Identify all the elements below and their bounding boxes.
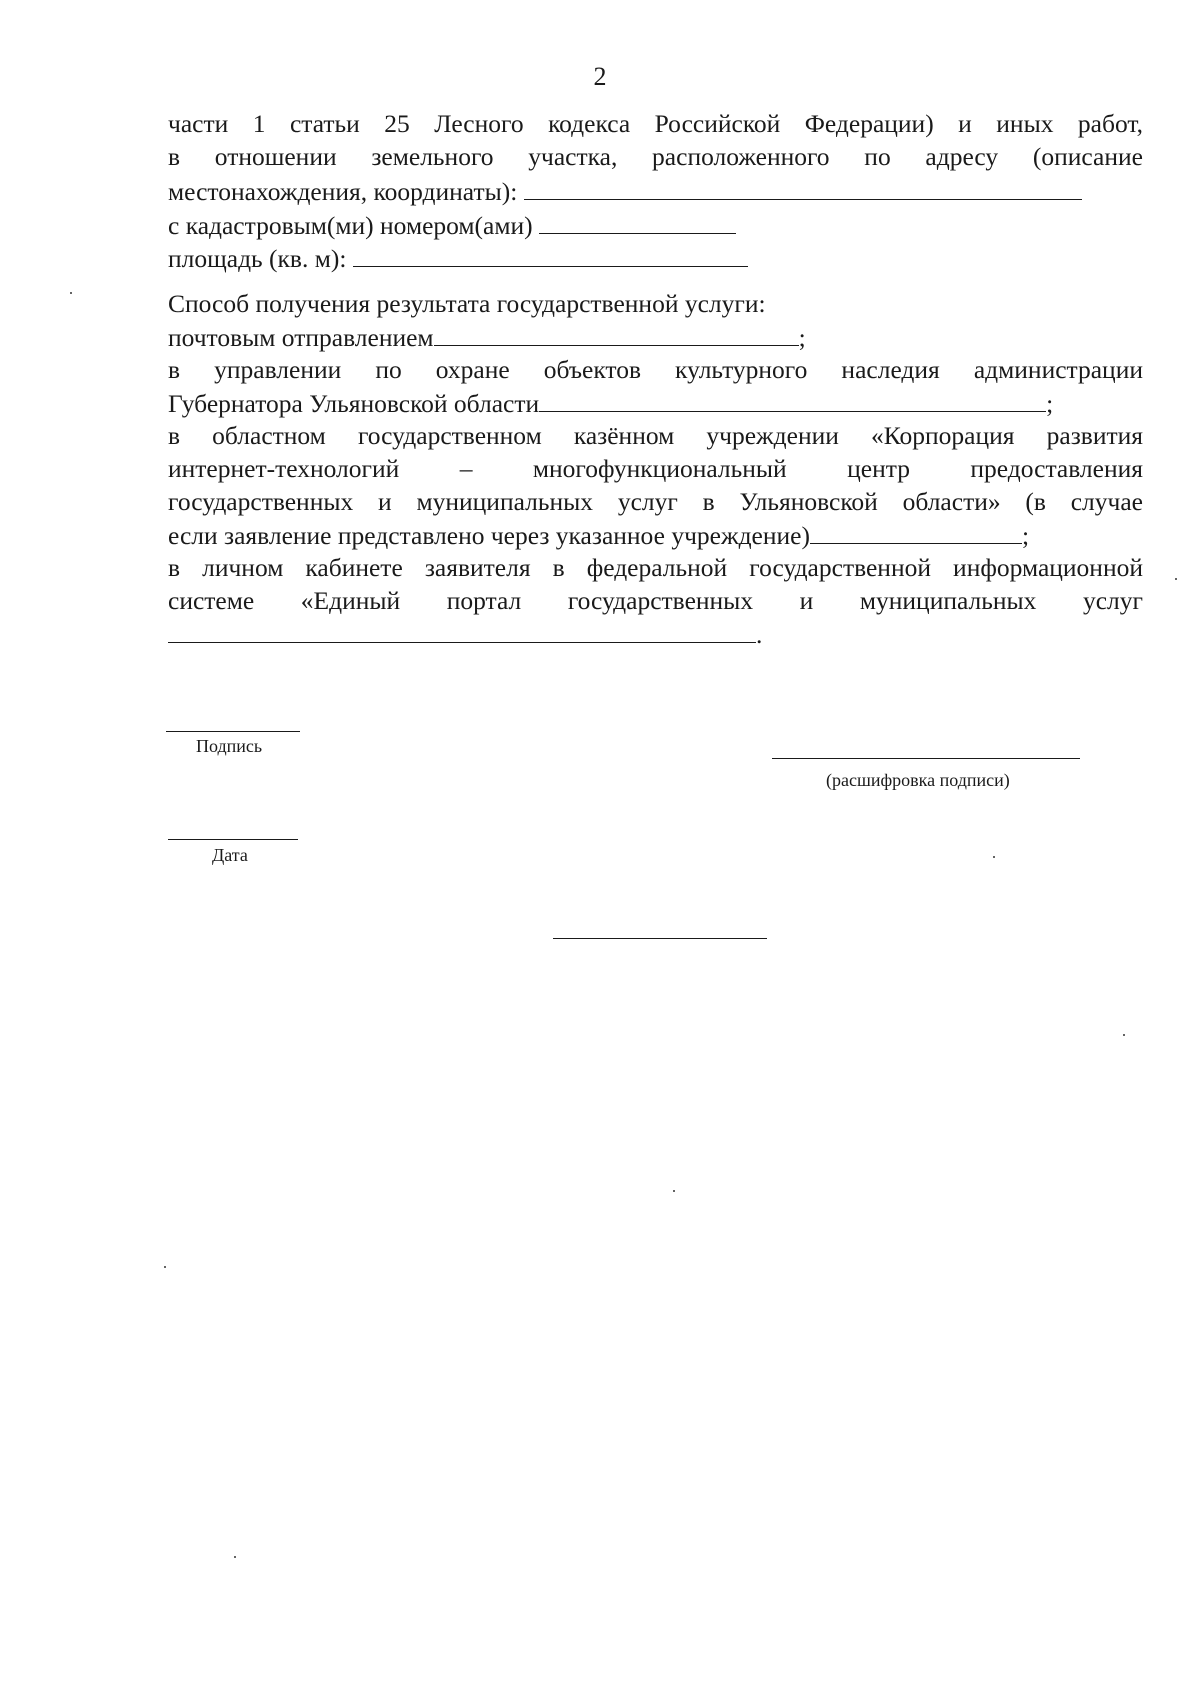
option-department-line [168,387,1143,419]
period: . [756,620,763,649]
scan-speck [673,1190,675,1192]
text-line: государственных и муниципальных услуг в Ульяновской области» (в случае [168,487,1143,516]
department-blank-field[interactable] [539,387,1046,412]
postal-blank-field[interactable] [434,321,799,346]
text-line: в управлении по охране объектов культурного наследия администрации [168,355,1143,384]
semicolon: ; [798,323,806,352]
cadastral-line [168,209,1143,241]
location-label: местонахождения, координаты): [168,177,518,206]
date-line[interactable] [168,839,298,840]
option-mfc-line [168,519,1143,551]
portal-blank-field[interactable] [168,618,756,643]
signature-decode-line[interactable] [772,758,1080,759]
scan-speck [1123,1034,1125,1036]
scan-speck [1175,578,1177,580]
area-blank-field[interactable] [353,242,748,267]
text-line: интернет-технологий – многофункциональный центр предоставления [168,454,1143,483]
cadastral-label: с кадастровым(ми) номером(ами) [168,211,533,240]
scan-speck [70,292,72,294]
scan-speck [234,1556,236,1558]
signature-line[interactable] [166,731,300,732]
portal-blank-line [168,618,1143,650]
date-label: Дата [212,845,248,865]
area-label: площадь (кв. м): [168,244,347,273]
scan-speck [993,856,995,858]
option-postal-label: почтовым отправлением [168,323,434,352]
location-line [168,175,1143,207]
text-line: в личном кабинете заявителя в федеральной государственной информационной [168,553,1143,582]
text-line: в областном государственном казённом учреждении «Корпорация развития [168,421,1143,450]
option-postal-line [168,321,1143,353]
semicolon: ; [1021,521,1030,550]
signature-label: Подпись [196,736,263,756]
signature-decode-label: (расшифровка подписи) [826,770,1010,790]
area-line [168,242,1143,274]
end-separator-line [553,938,767,939]
mfc-blank-field[interactable] [810,519,1022,544]
scan-speck [164,1266,166,1268]
text-line: части 1 статьи 25 Лесного кодекса Российской Федерации) и иных работ, [168,109,1143,138]
text-line: системе «Единый портал государственных и муниципальных услуг [168,586,1143,615]
option-department-label: Губернатора Ульяновской области [168,389,540,418]
cadastral-blank-field[interactable] [539,209,736,234]
option-mfc-label: если заявление представлено через указанное учреждение) [168,521,810,550]
text-line: в отношении земельного участка, расположенного по адресу (описание [168,142,1143,171]
page-number: 2 [593,62,607,91]
semicolon: ; [1046,389,1054,418]
section-heading: Способ получения результата государственной услуги: [168,289,766,318]
location-blank-field[interactable] [524,175,1082,200]
